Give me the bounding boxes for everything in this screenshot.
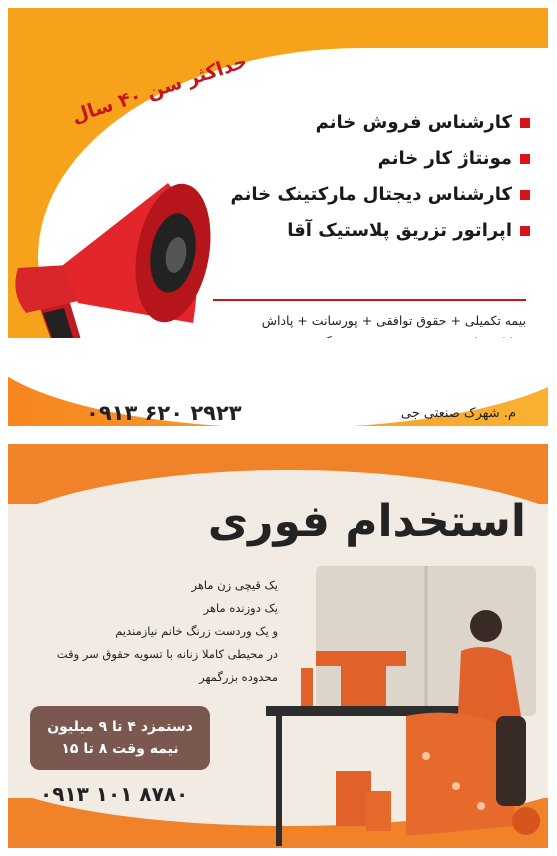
job-item bbox=[230, 220, 530, 241]
ad-card-sales bbox=[8, 8, 548, 426]
job-item bbox=[230, 112, 530, 133]
headline: استخدام فوری bbox=[207, 496, 526, 547]
job-list bbox=[230, 112, 530, 256]
description-line: یک دوزنده ماهر bbox=[203, 601, 278, 615]
location-text: م. شهرک صنعتی جی bbox=[400, 406, 516, 421]
divider bbox=[213, 299, 526, 301]
phone-number: ۰۹۱۳ ۶۲۰ ۲۹۲۳ bbox=[86, 401, 242, 425]
salary-box bbox=[30, 706, 210, 770]
bullet-square-icon bbox=[520, 226, 530, 236]
description-line: یک قیچی زن ماهر bbox=[191, 578, 278, 592]
job-title: کارشناس فروش خانم bbox=[315, 112, 512, 133]
job-item bbox=[230, 148, 530, 169]
job-title: اپراتور تزریق پلاستیک آقا bbox=[287, 220, 512, 241]
bullet-square-icon bbox=[520, 190, 530, 200]
description-line: در محیطی کاملا زنانه با تسویه حقوق سر وقت bbox=[56, 647, 278, 661]
salary-text: دستمزد ۴ تا ۹ میلیون bbox=[47, 719, 193, 735]
ad-card-sewing bbox=[8, 444, 548, 848]
job-item bbox=[230, 184, 530, 205]
age-limit-text: حداکثر سن ۴۰ سال bbox=[69, 50, 250, 128]
bullet-square-icon bbox=[520, 154, 530, 164]
seamstress-illustration bbox=[256, 556, 546, 846]
job-title: کارشناس دیجتال مارکتینک خانم bbox=[230, 184, 512, 205]
benefits-line: بیمه تکمیلی + حقوق توافقی + پورسانت + پاداش bbox=[261, 313, 526, 328]
description bbox=[8, 574, 278, 689]
hours-text: نیمه وقت ۸ تا ۱۵ bbox=[61, 741, 179, 757]
description-line: و یک وردست زرنگ خانم نیازمندیم bbox=[115, 624, 278, 638]
job-title: مونتاژ کار خانم bbox=[377, 148, 512, 169]
description-line: محدوده بزرگمهر bbox=[199, 670, 278, 684]
phone-number: ۰۹۱۳ ۱۰۱ ۸۷۸۰ bbox=[40, 782, 189, 806]
bullet-square-icon bbox=[520, 118, 530, 128]
